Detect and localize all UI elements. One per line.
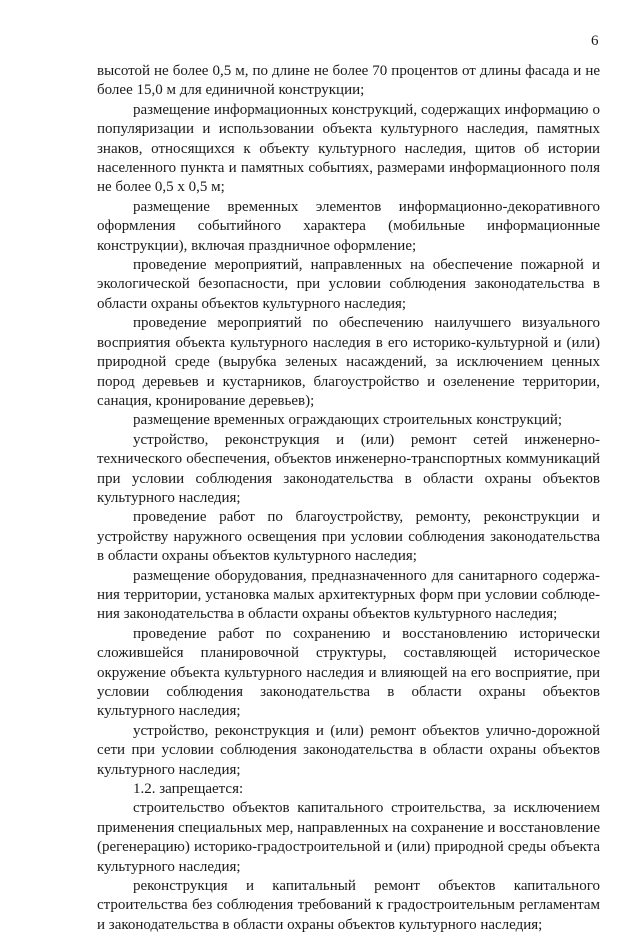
paragraph: устройство, реконструкция и (или) ремонт сетей инженерно-технического обеспечения, объектов инженерно-транспортных коммуникаций при условии соблюдения законодательства в области охраны объектов культурного наследия;	[97, 431, 600, 506]
paragraph: размещение временных элементов информационно-декоративного оформления событийного характера (мобильные информационные конструкции), включая праздничное оформление;	[97, 198, 600, 254]
section-heading: 1.2. запрещается:	[133, 781, 244, 798]
paragraph: устройство, реконструкция и (или) ремонт объектов улично-дорожной сети при условии соблюдения законодательства в области охраны объектов культурного наследия;	[97, 722, 600, 778]
paragraph: проведение мероприятий, направленных на обеспечение пожарной и экологической безопасности, при условии соблюдения законодательства в области охраны объектов культурного наследия;	[97, 257, 600, 312]
paragraph: строительство объектов капитального строительства, за исключением применения специальных мер, направленных на сохранение и восстановление (регенерацию) историко-градостроительной и (или) природной среды объекта культурного наследия;	[97, 800, 600, 875]
paragraph: проведение работ по сохранению и восстановлению исторически сложившейся планировочной структуры, составляющей историческое окружение объекта культурного наследия и влияющей на его восприятие, при условии соблюдения законодательства в области охраны объектов культурного наследия;	[97, 625, 600, 720]
paragraph: размещение оборудования, предназначенного для санитарного содержания территории, установка малых архитектурных форм при условии соблюдения законодательства в области охраны объектов культурного наследия;	[97, 567, 600, 623]
paragraph: размещение временных ограждающих строительных конструкций;	[133, 412, 563, 429]
paragraph: размещение информационных конструкций, содержащих информацию о популяризации и использовании объекта культурного наследия, памятных знаков, относящихся к объекту культурного наследия, щитов об истории населенного пункта и памятных событиях, размерами информационного поля не более 0,5 х 0,5 м;	[97, 101, 600, 196]
paragraph: проведение мероприятий по обеспечению наилучшего визуального восприятия объекта культурного наследия в его историко-культурной и (или) природной среде (вырубка зеленых насаждений, за исключением ценных пород деревьев и кустарников, благоустройство и озеленение территории, санация, кронирование деревьев);	[97, 315, 600, 409]
paragraph: реконструкция и капитальный ремонт объектов капитального строительства без соблюдения требований к градостроительным регламентам и законодательства в области охраны объектов культурного наследия;	[97, 878, 600, 933]
paragraph-continuation: высотой не более 0,5 м, по длине не более 70 процентов от длины фасада и не более 15,0 м для единичной конструкции;	[97, 63, 600, 99]
document-body	[97, 62, 600, 935]
paragraph: проведение работ по благоустройству, ремонту, реконструкции и устройству наружного освещения при условии соблюдения законодательства в области охраны объектов культурного наследия;	[97, 509, 600, 565]
page-number: 6	[591, 33, 599, 49]
